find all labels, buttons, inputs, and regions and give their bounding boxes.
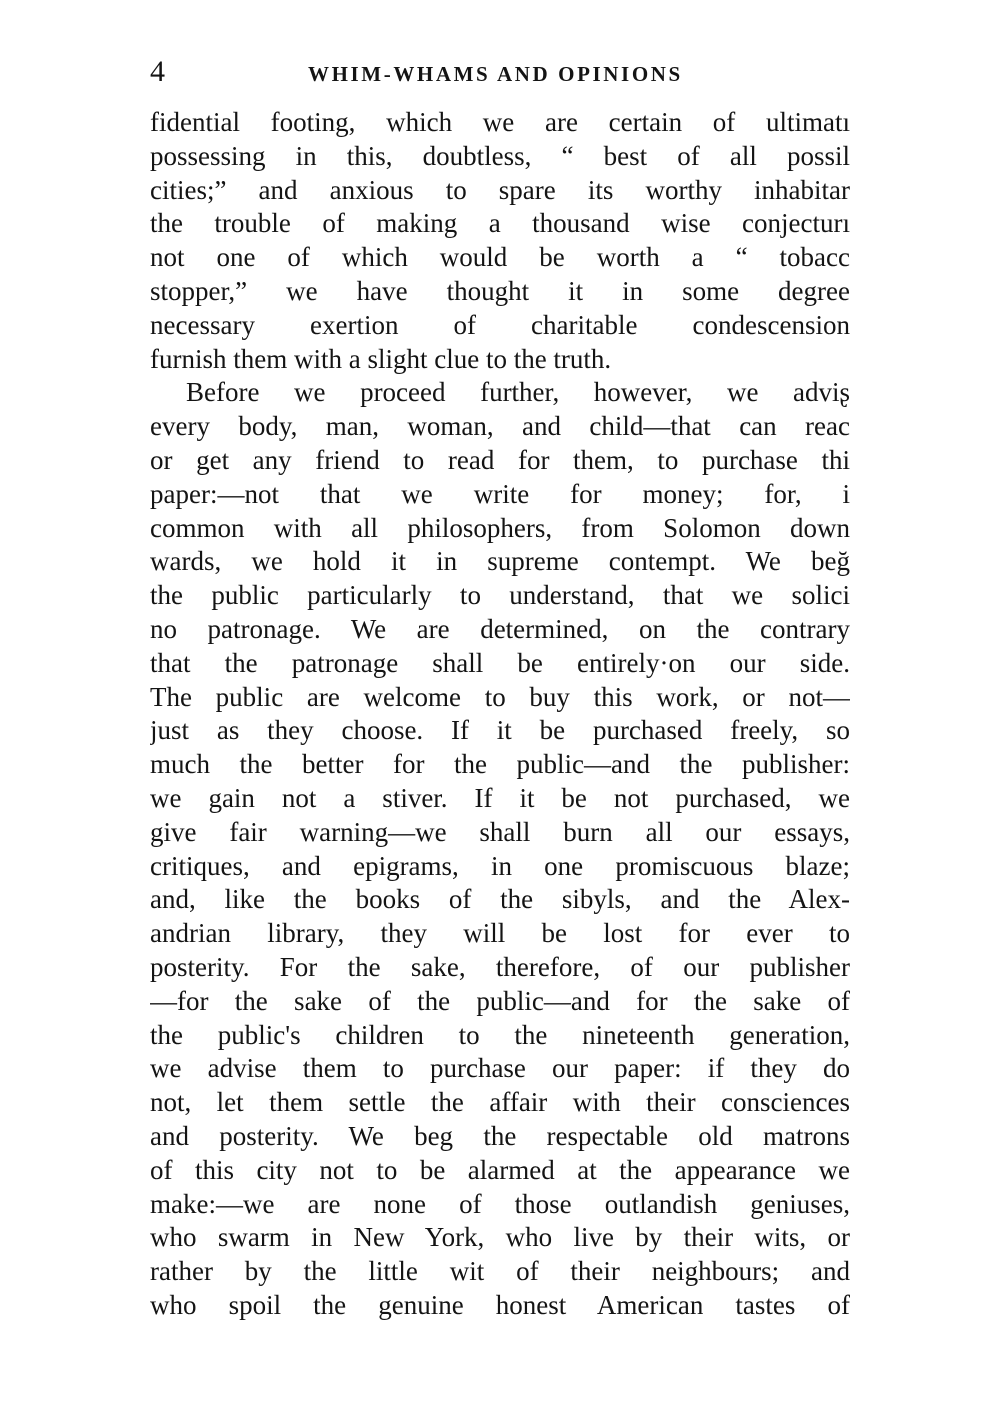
text-line: of this city not to be alarmed at the appearance we [150,1154,850,1185]
text-line: we advise them to purchase our paper: if they do [150,1053,850,1084]
page-number: 4 [150,55,165,88]
text-line: —for the sake of the public—and for the sake of [150,985,850,1016]
text-line: The public are welcome to buy this work, or not— [150,681,850,712]
text-line: and, like the books of the sibyls, and the Alex- [150,884,850,915]
text-line: posterity. For the sake, therefore, of our publisher [150,951,850,982]
text-line: common with all philosophers, from Solomon down [150,512,850,543]
text-line: and posterity. We beg the respectable old matrons [150,1120,850,1151]
text-line: paper:—not that we write for money; for, i [150,478,850,509]
paragraph-first-line: Before we proceed further, however, we adviʂ [186,377,850,408]
text-line: who spoil the genuine honest American tastes of [150,1289,850,1320]
text-line: wards, we hold it in supreme contempt. We beğ [150,546,850,577]
text-line: not one of which would be worth a “ tobacc [150,242,850,273]
text-line: necessary exertion of charitable condescension [150,309,850,340]
running-title: WHIM-WHAMS AND OPINIONS [308,62,683,86]
text-line: every body, man, woman, and child—that can reaс [150,411,850,442]
text-line: just as they choose. If it be purchased freely, so [150,715,850,746]
text-line: much the better for the public—and the publisher: [150,749,850,780]
text-line: stopper,” we have thought it in some degree [150,275,850,306]
text-line: that the patronage shall be entirely·on our side. [150,647,850,678]
text-line: cities;” and anxious to spare its worthy inhabitar [150,174,850,205]
text-line: or get any friend to read for them, to purchase thi [150,444,850,475]
text-line: make:—we are none of those outlandish geniuses, [150,1188,850,1219]
text-line: the trouble of making a thousand wise conjecturı [150,208,850,239]
text-line: critiques, and epigrams, in one promiscuous blaze; [150,850,850,881]
text-line: we gain not a stiver. If it be not purchased, we [150,782,850,813]
text-line: the public's children to the nineteenth generation, [150,1019,850,1050]
text-line: possessing in this, doubtless, “ best of all possil [150,140,850,171]
page-header [150,52,850,92]
text-line: fidential footing, which we are certain of ultimatı [150,107,850,137]
text-line: rather by the little wit of their neighbours; and [150,1256,850,1287]
text-line: who swarm in New York, who live by their wits, or [150,1222,850,1253]
body-text [150,106,850,1323]
text-line: not, let them settle the affair with their consciences [150,1087,850,1118]
paragraph-last-line: furnish them with a slight clue to the truth. [150,343,612,374]
text-line: give fair warning—we shall burn all our essays, [150,816,850,847]
text-line: andrian library, they will be lost for ever to [150,918,850,949]
text-line: no patronage. We are determined, on the contrary [150,613,850,644]
text-line: the public particularly to understand, that we solici [150,580,850,611]
